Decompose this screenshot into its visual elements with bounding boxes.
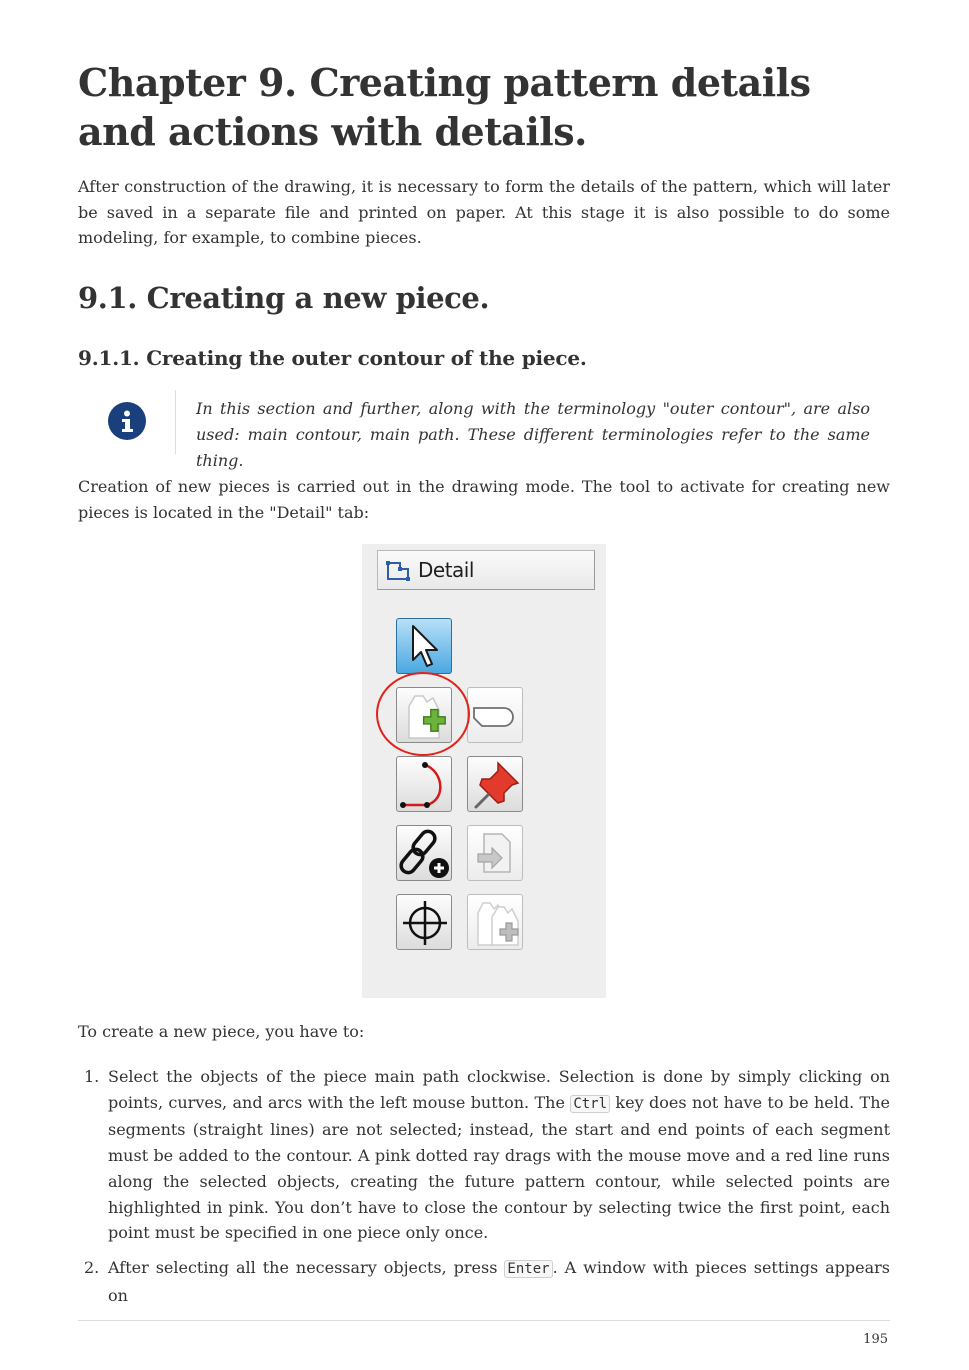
path-curve-icon	[397, 757, 453, 813]
detail-tab-icon	[384, 560, 412, 582]
step-text-before: Select the objects of the piece main path clockwise. Selection is done by simply clicking on points, curves, and arcs with the left mouse button. The	[108, 1067, 890, 1112]
list-item	[78, 1255, 890, 1308]
pin-tool-button[interactable]	[467, 756, 523, 812]
step-number: 1.	[84, 1067, 100, 1086]
detail-add-tool-button[interactable]	[467, 894, 523, 950]
link-add-tool-button[interactable]	[396, 825, 452, 881]
steps-list	[78, 1064, 890, 1317]
section-title: 9.1. Creating a new piece.	[78, 281, 490, 315]
steps-intro: To create a new piece, you have to:	[78, 1022, 365, 1041]
detail-tab-label: Detail	[418, 558, 474, 582]
step-text-after: key does not have to be held. The segments (straight lines) are not selected; instead, the start and end points of each segment must be added to the contour. A pink dotted ray drags with the mouse move and a red line runs along the selected objects, creating the future pattern contour, while selected points are highlighted in pink. You don’t have to close the contour by selecting twice the first point, each point must be specified in one piece only once.	[108, 1092, 890, 1243]
footer-divider	[78, 1320, 890, 1321]
pointer-icon	[397, 619, 453, 675]
pointer-tool-button[interactable]	[396, 618, 452, 674]
detail-add-icon	[468, 895, 524, 951]
highlight-circle	[376, 672, 470, 756]
info-icon	[108, 402, 146, 440]
page-number: 195	[863, 1332, 888, 1347]
admonition-divider	[175, 390, 176, 454]
insert-node-icon	[397, 895, 453, 951]
step-text-before: After selecting all the necessary objects, press	[108, 1257, 505, 1277]
enter-key: Enter	[504, 1260, 552, 1278]
detail-toolbox-screenshot	[362, 544, 606, 998]
insert-node-tool-button[interactable]	[396, 894, 452, 950]
note-text: In this section and further, along with the terminology "outer contour", are also used: main contour, main path. These different terminologies refer to the same thing.	[196, 399, 870, 470]
ctrl-key: Ctrl	[570, 1095, 610, 1113]
link-add-icon	[397, 826, 453, 882]
chapter-title: Chapter 9. Creating pattern details and actions with details.	[78, 60, 811, 154]
creation-paragraph: Creation of new pieces is carried out in the drawing mode. The tool to activate for creating new pieces is located in the "Detail" tab:	[78, 477, 890, 522]
export-detail-tool-button[interactable]	[467, 825, 523, 881]
export-detail-icon	[468, 826, 524, 882]
step-number: 2.	[84, 1257, 100, 1277]
info-admonition	[78, 390, 890, 470]
detail-tab-header[interactable]	[377, 550, 595, 590]
list-item	[78, 1064, 890, 1246]
union-details-icon	[468, 688, 524, 744]
path-curve-tool-button[interactable]	[396, 756, 452, 812]
union-details-tool-button[interactable]	[467, 687, 523, 743]
step-text-after: . A window with pieces settings appears on	[108, 1257, 891, 1305]
intro-paragraph: After construction of the drawing, it is necessary to form the details of the pattern, which will later be saved in a separate file and printed on paper. At this stage it is also possible to do some modeling, for example, to combine pieces.	[78, 177, 890, 248]
subsection-title: 9.1.1. Creating the outer contour of the piece.	[78, 346, 587, 370]
pin-icon	[468, 757, 524, 813]
